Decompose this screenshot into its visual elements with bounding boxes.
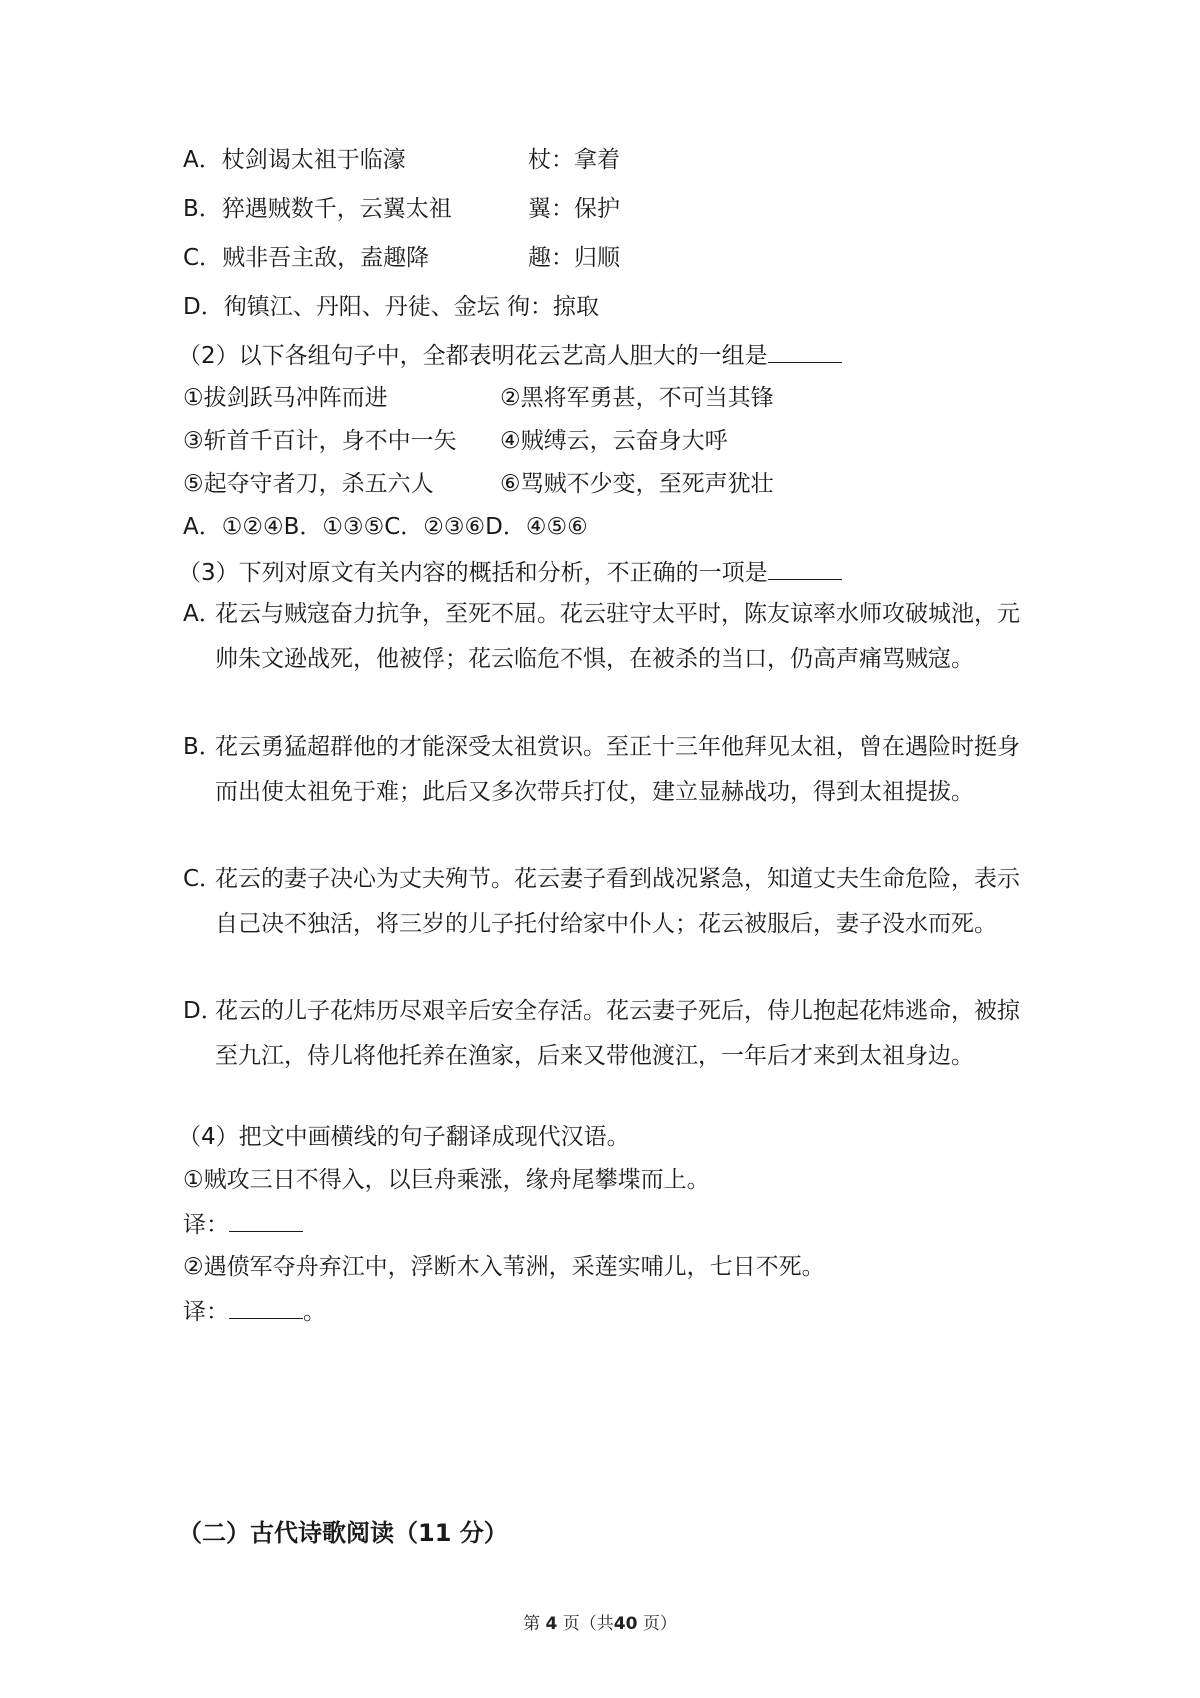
answer-blank	[229, 1294, 303, 1319]
q1-gloss-b: 翼：保护	[528, 196, 620, 222]
section-title: （二）古代诗歌阅读（11 分）	[178, 1519, 508, 1547]
page-footer: 第 4 页（共40 页）	[523, 1614, 677, 1634]
q4-translation-2: 译： 。	[183, 1294, 326, 1328]
q1-option-a: A．杖剑谒太祖于临濠	[183, 147, 406, 173]
q2-item-4: ④贼缚云，云奋身大呼	[500, 428, 728, 454]
q2-item-2: ②黑将军勇甚，不可当其锋	[500, 385, 774, 411]
q4-sentence-2: ②遇偾军夺舟弃江中，浮断木入苇洲，采莲实哺儿，七日不死。	[183, 1254, 825, 1280]
q1-option-c: C．贼非吾主敌，盍趣降	[183, 245, 430, 271]
q4-sentence-1: ①贼攻三日不得入，以巨舟乘涨，缘舟尾攀堞而上。	[183, 1167, 710, 1193]
answer-blank	[768, 338, 842, 363]
q3-option-c: C． 花云的妻子决心为丈夫殉节。花云妻子看到战况紧急，知道丈夫生命危险，表示自己决不独活，将三岁的儿子托付给家中仆人；花云被服后，妻子没水而死。	[183, 866, 1020, 937]
q2-stem: （2）以下各组句子中，全都表明花云艺高人胆大的一组是	[178, 338, 842, 372]
q2-item-5: ⑤起夺守者刀，杀五六人	[183, 471, 434, 497]
q3-option-d: D． 花云的儿子花炜历尽艰辛后安全存活。花云妻子死后，侍儿抱起花炜逃命，被掠至九江，侍儿将他托养在渔家，后来又带他渡江，一年后才来到太祖身边。	[183, 998, 1020, 1069]
q3-stem: （3）下列对原文有关内容的概括和分析，不正确的一项是	[178, 555, 842, 589]
q2-item-3: ③斩首千百计，身不中一矢	[183, 428, 457, 454]
q1-option-b: B．猝遇贼数千，云翼太祖	[183, 196, 452, 222]
answer-blank	[229, 1207, 303, 1232]
q1-gloss-c: 趣：归顺	[528, 245, 620, 271]
q1-gloss-a: 杖：拿着	[528, 147, 620, 173]
q1-option-d: D．徇镇江、丹阳、丹徒、金坛 徇：掠取	[183, 294, 600, 320]
q2-item-1: ①拔剑跃马冲阵而进	[183, 385, 388, 411]
answer-blank	[768, 555, 842, 580]
q4-translation-1: 译：	[183, 1207, 303, 1241]
q2-item-6: ⑥骂贼不少变，至死声犹壮	[500, 471, 774, 497]
q3-option-a: A． 花云与贼寇奋力抗争，至死不屈。花云驻守太平时，陈友谅率水师攻破城池，元帅朱文逊战死，他被俘；花云临危不惧，在被杀的当口，仍高声痛骂贼寇。	[183, 601, 1020, 672]
q4-stem: （4）把文中画横线的句子翻译成现代汉语。	[178, 1124, 630, 1150]
q3-option-b: B． 花云勇猛超群他的才能深受太祖赏识。至正十三年他拜见太祖，曾在遇险时挺身而出使太祖免于难；此后又多次带兵打仗，建立显赫战功，得到太祖提拔。	[183, 734, 1020, 805]
q2-choices: A．①②④B．①③⑤C．②③⑥D．④⑤⑥	[183, 514, 588, 540]
